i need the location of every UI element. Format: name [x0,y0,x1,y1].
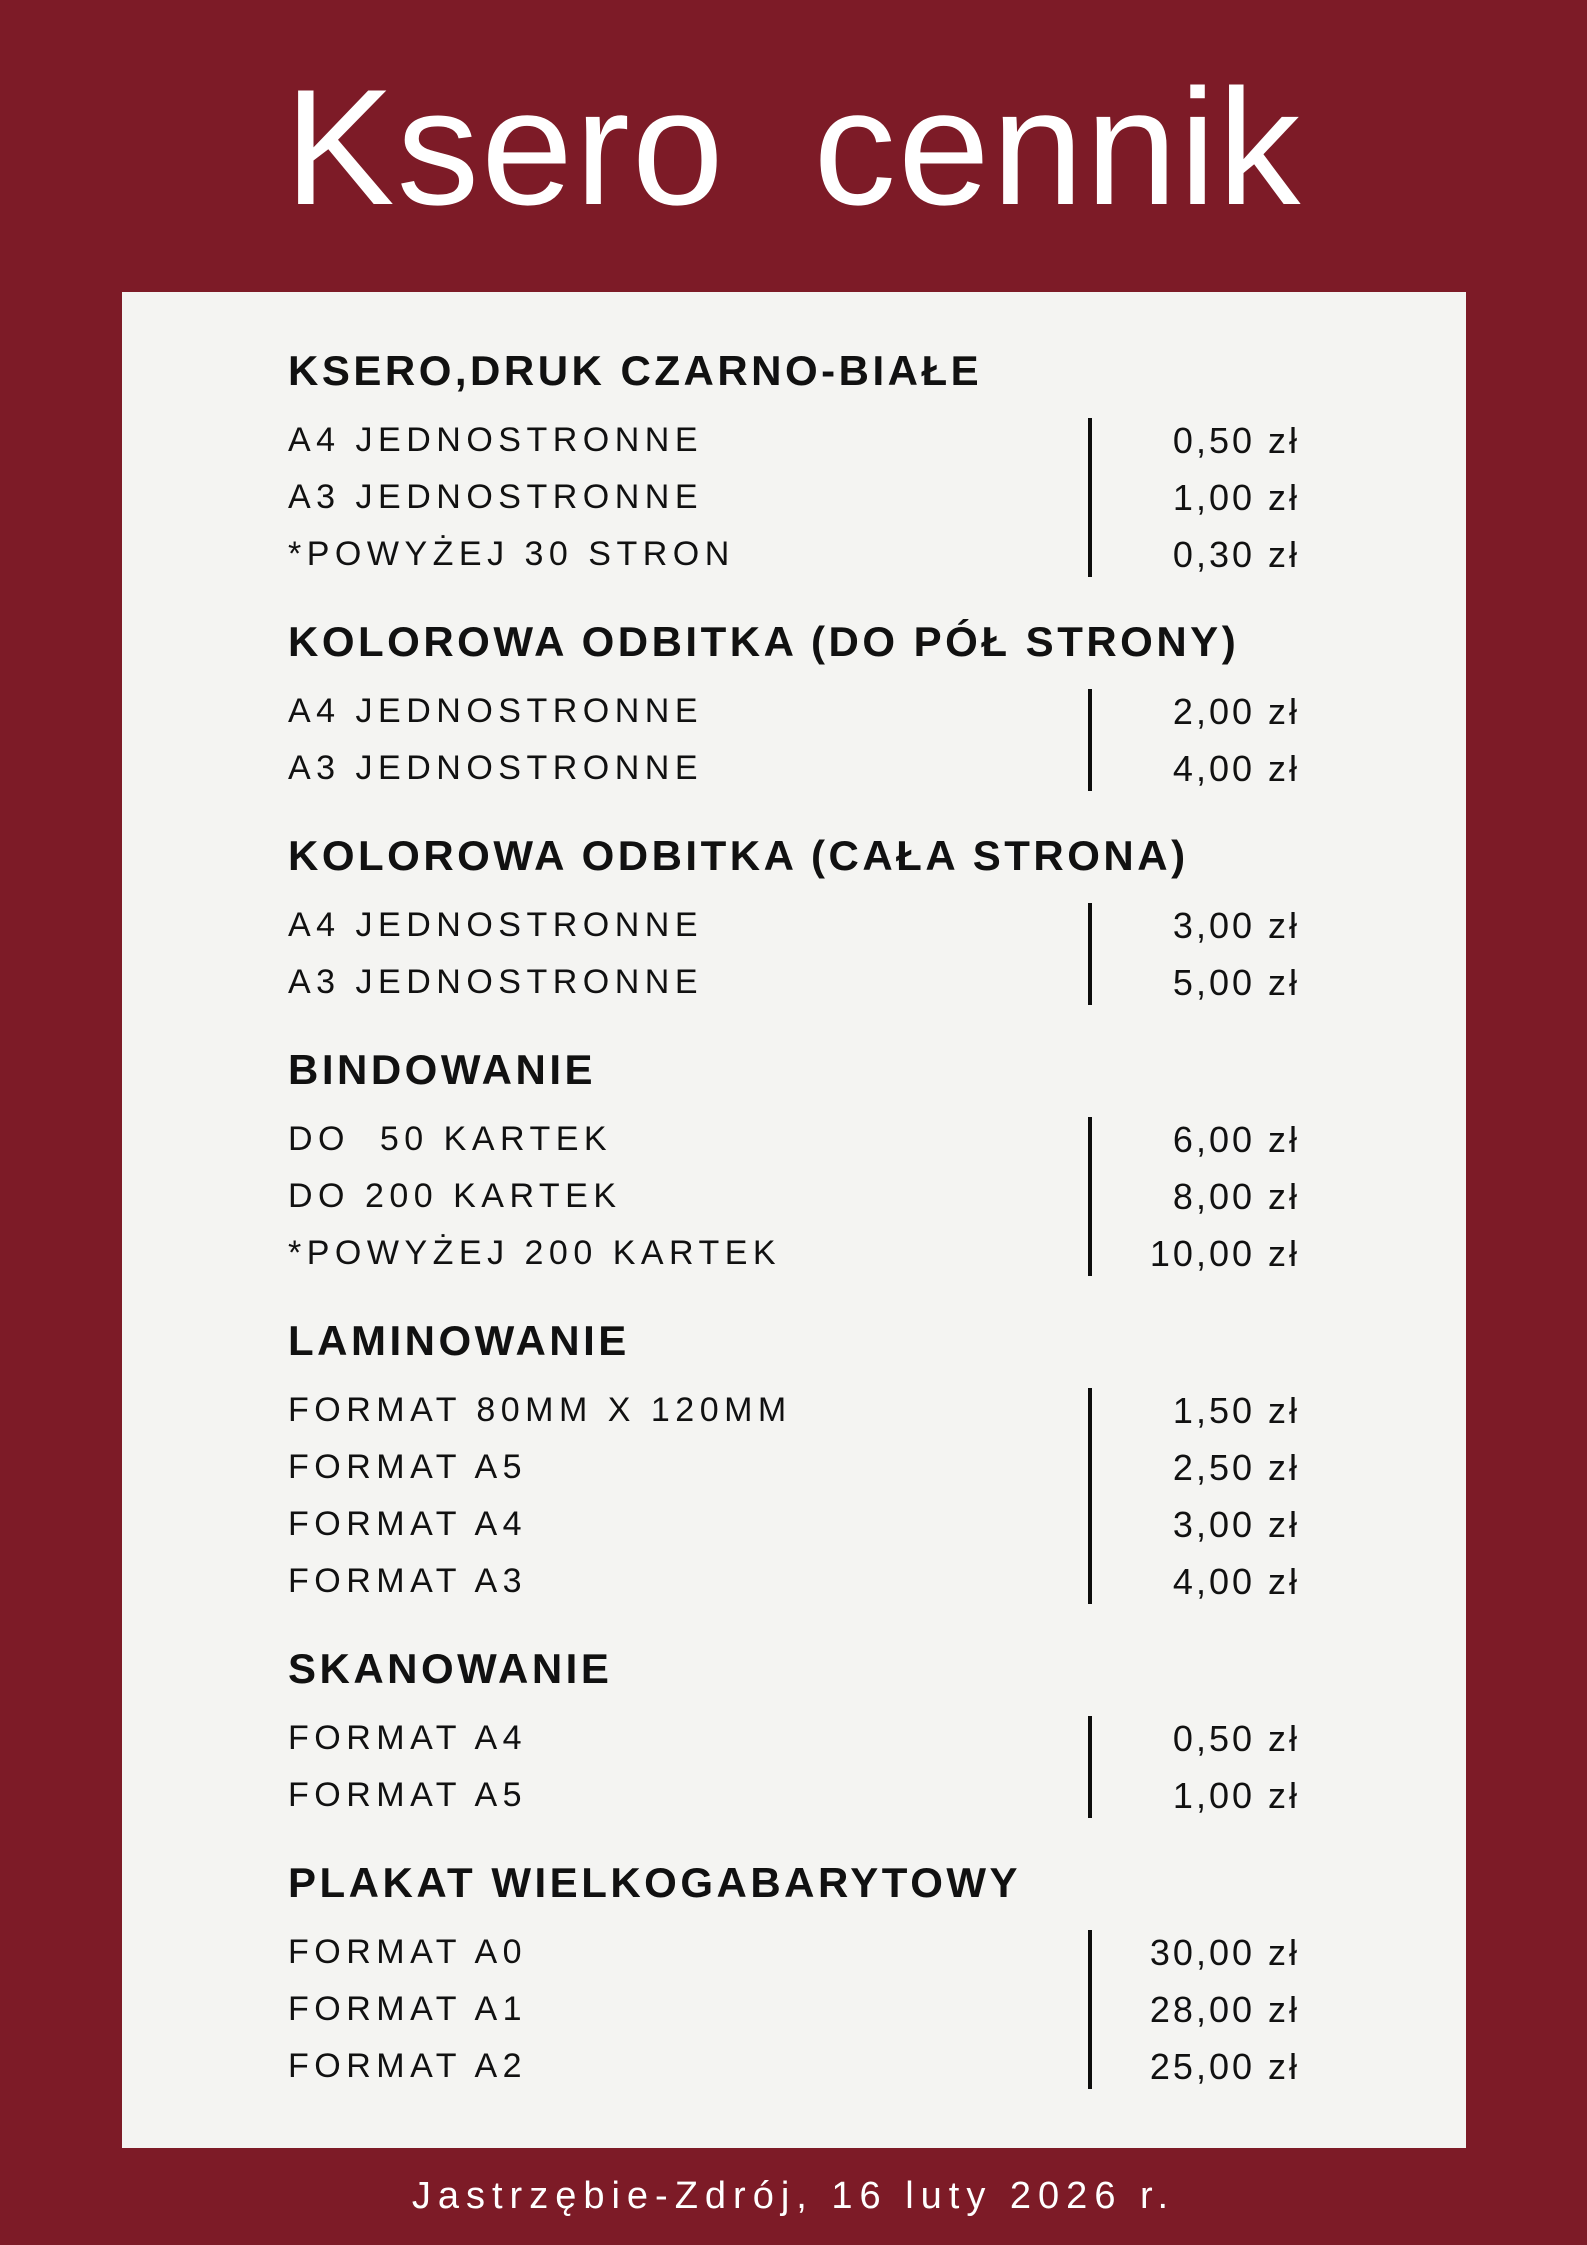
item-label: FORMAT A4 [288,1719,528,1757]
price-divider [1088,1930,1092,2089]
item-price: 3,00 zł [1172,1503,1300,1545]
price-section [288,346,1300,583]
price-row [288,469,1300,526]
price-panel [122,292,1466,2148]
section-rows [288,1382,1300,1610]
item-price: 2,00 zł [1172,690,1300,732]
price-section [288,617,1300,797]
item-label: A4 JEDNOSTRONNE [288,692,703,730]
price-row [288,412,1300,469]
section-heading: LAMINOWANIE [288,1317,630,1364]
footer-location-date: Jastrzębie-Zdrój, 16 luty 2026 r. [411,2175,1176,2217]
price-divider [1088,689,1092,791]
item-price: 4,00 zł [1172,1560,1300,1602]
item-label: FORMAT A5 [288,1776,528,1814]
footer-band [0,2148,1587,2245]
poster-title: Ksero cennik [284,55,1303,239]
price-row [288,683,1300,740]
section-rows [288,897,1300,1011]
price-row [288,897,1300,954]
item-label: A4 JEDNOSTRONNE [288,906,703,944]
section-rows [288,1710,1300,1824]
item-price: 10,00 zł [1149,1232,1300,1274]
item-label: FORMAT A5 [288,1448,528,1486]
item-label: DO 200 KARTEK [288,1177,622,1215]
price-row [288,1225,1300,1282]
price-row [288,1111,1300,1168]
section-heading: KSERO,DRUK CZARNO-BIAŁE [288,347,983,394]
item-label: A3 JEDNOSTRONNE [288,749,703,787]
section-heading: KOLOROWA ODBITKA (CAŁA STRONA) [288,832,1189,879]
item-label: FORMAT A1 [288,1990,528,2028]
item-label: FORMAT 80MM X 120MM [288,1391,792,1429]
item-label: FORMAT A3 [288,1562,528,1600]
price-section [288,1644,1300,1824]
price-row [288,1924,1300,1981]
section-heading: PLAKAT WIELKOGABARYTOWY [288,1859,1022,1906]
item-price: 0,50 zł [1172,1717,1300,1759]
price-row [288,1496,1300,1553]
price-sections [288,346,1300,2095]
price-row [288,740,1300,797]
item-price: 25,00 zł [1149,2045,1300,2087]
price-divider [1088,418,1092,577]
item-label: *POWYŻEJ 200 KARTEK [288,1234,782,1272]
price-row [288,1981,1300,2038]
section-rows [288,1111,1300,1282]
price-row [288,2038,1300,2095]
section-rows [288,1924,1300,2095]
item-price: 3,00 zł [1172,904,1300,946]
item-label: A4 JEDNOSTRONNE [288,421,703,459]
item-price: 1,00 zł [1172,1774,1300,1816]
price-row [288,526,1300,583]
item-label: FORMAT A0 [288,1933,528,1971]
section-heading: KOLOROWA ODBITKA (DO PÓŁ STRONY) [288,618,1240,665]
section-heading: SKANOWANIE [288,1645,613,1692]
price-row [288,1553,1300,1610]
item-price: 4,00 zł [1172,747,1300,789]
item-price: 8,00 zł [1172,1175,1300,1217]
price-section [288,1858,1300,2095]
item-price: 1,50 zł [1172,1389,1300,1431]
item-label: FORMAT A4 [288,1505,528,1543]
section-heading: BINDOWANIE [288,1046,596,1093]
item-price: 0,30 zł [1172,533,1300,575]
price-row [288,1382,1300,1439]
item-price: 1,00 zł [1172,476,1300,518]
item-price: 5,00 zł [1172,961,1300,1003]
item-price: 6,00 zł [1172,1118,1300,1160]
item-label: A3 JEDNOSTRONNE [288,478,703,516]
price-row [288,954,1300,1011]
item-price: 0,50 zł [1172,419,1300,461]
price-row [288,1439,1300,1496]
price-divider [1088,1716,1092,1818]
price-section [288,1316,1300,1610]
price-section [288,1045,1300,1282]
section-rows [288,683,1300,797]
item-label: FORMAT A2 [288,2047,528,2085]
item-label: DO 50 KARTEK [288,1120,613,1158]
price-section [288,831,1300,1011]
section-rows [288,412,1300,583]
price-divider [1088,1117,1092,1276]
item-price: 2,50 zł [1172,1446,1300,1488]
item-label: *POWYŻEJ 30 STRON [288,535,735,573]
item-price: 28,00 zł [1149,1988,1300,2030]
price-row [288,1168,1300,1225]
price-row [288,1710,1300,1767]
price-divider [1088,903,1092,1005]
item-label: A3 JEDNOSTRONNE [288,963,703,1001]
price-row [288,1767,1300,1824]
price-divider [1088,1388,1092,1604]
item-price: 30,00 zł [1149,1931,1300,1973]
